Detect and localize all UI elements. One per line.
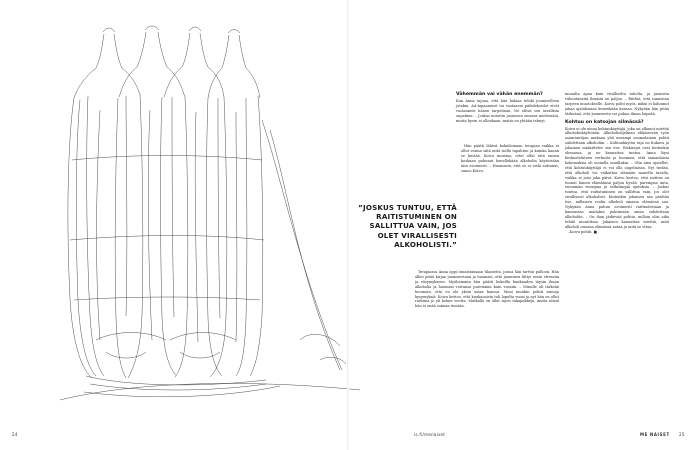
pull-quote: ”JOSKUS TUNTUU, ETTÄ RAITISTUMINEN ON SALLITTUA VAIN, JOS OLET VIRALLISESTI ALKOHOLISTI.” — [358, 203, 457, 249]
section-name: ME NAISET — [640, 432, 670, 437]
paragraph: Hän päätti lähteä kokeilemaan terapiaa vaikka ei ollut varma siitä mitä siellä tapahtuu ja kuinka kauan se kestää. Koivu muistaa, ettei ollut tätä ennen koskaan puhunut kenellekään alkoholin käytöstään niin avoimesti. – Huomasin, että se ei vielä auttanut, sanoo Koivu. — [461, 144, 559, 173]
page-number-right: 25 — [679, 432, 685, 437]
section-heading-2: Kohtuu on katsojan silmässä? — [565, 119, 644, 125]
article-column-2 — [565, 92, 669, 234]
page-number-left: 24 — [12, 432, 18, 437]
paragraph: Kun Anna tajuaa, että hän haluaa tehdä juomiselleen jotakin, AA-tapaamiset tai vastaavat päihdehoidot eivät vastanneet hänen tarpeitaan. Ne olivat sen tavallisia ongelmia. – Joskus mitoitin juomisen omassa mielessäni, mutta hyvin ei ollenkaan, mutta en yhtään tehnyt. — [456, 99, 559, 123]
article-column-1-side — [461, 144, 559, 173]
article-end: –Koivu pohtii. ■ — [568, 229, 598, 234]
section-heading-1: Vähemmän vai vähän enemmän? — [456, 92, 543, 97]
paragraph: muualta apua kuin viralliselta taholta, ja juomista vähentäneitä ihmisiä on paljon. – Riittää, että tunnistaa tarpeen muutokselle. Koivu pohti myös, miksi ei halunnut jakaa ajatuksiaan kenenkään kanssa. Nykyään hän pitää tärkeänä, että juomisesta voi puhua ilman häpeää. — [565, 92, 669, 116]
paragraph: Terapiassa Anna oppi tunnistamaan tilanteita, joissa hän tarttui pulloon. Hän alkoi pitää kirjaa juomisestaan ja huomasi, että juominen liittyi usein stressiin ja väsymykseen. Myöhemmin hän päätti kokeilla kuukauden täysin ilman alkoholia ja huomasi voivansa paremmin kuin vuosiin. – Minulle oli tärkeää huomata, että en ole yksin asian kanssa. Moni muukin pohtii samoja kysymyksiä. Koivu kertoo, että kuukausista tuli lopulta vuosi ja nyt hän on ollut raittiina jo yli kolme vuotta. Matkalla on ollut myös takapakkeja, mutta niistä hän ei enää soimaa itseään. — [415, 270, 559, 309]
magazine-url: is.fi/menaiset — [414, 432, 446, 437]
page-gutter — [347, 0, 349, 450]
paragraph: Koivu ei ole ainoa kohtuukäyttäjä, joka on alkanut miettiä alkoholinkäyttöään. Alkoholiohjelman ehkäisevän työn asiantuntijan mukaan yhä useampi suomalainen pohtii suhdettaan alkoholiin. – Kohtuukäytön raja on liukuva ja jokainen määrittelee sen itse. Riskirajat ovat kuitenkin olemassa, ja ne kannattaa tuntea. Anna löysi keskustelutuen verkosta ja huomasi, että samanlaisia kokemuksia oli monella muullakin. – Olin aina ajatellut, että kohtuukäyttäjä ei voi olla ongelmissa. Nyt tiedän, että alkoholi voi vaikuttaa elämään monella tavalla, vaikka ei joisi joka päivä. Koivu kertoo, että raittius on tuonut hänen elämäänsä paljon hyvää: parempaa unta, enemmän energiaa ja selkeämpiä ajatuksia. – Joskus tuntuu, että raitistuminen on sallittua vain, jos olet virallisesti alkoholisti. Kuitenkin jokainen saa päättää itse, millaisen roolin alkoholi omassa elämässä saa. Nykyään Anna puhuu avoimesti raittiudestaan ja kannustaa muitakin pohtimaan omaa suhdettaan alkoholiin. – On ihan järkevää pohtia, milloin olisi aika tehdä muutoksia. Jokaisen kannattaa miettiä, mitä alkoholi omassa elämässä antaa ja mitä se ottaa. — [565, 126, 669, 229]
article-column-1-top — [456, 92, 559, 124]
article-column-1-bottom — [415, 270, 559, 309]
